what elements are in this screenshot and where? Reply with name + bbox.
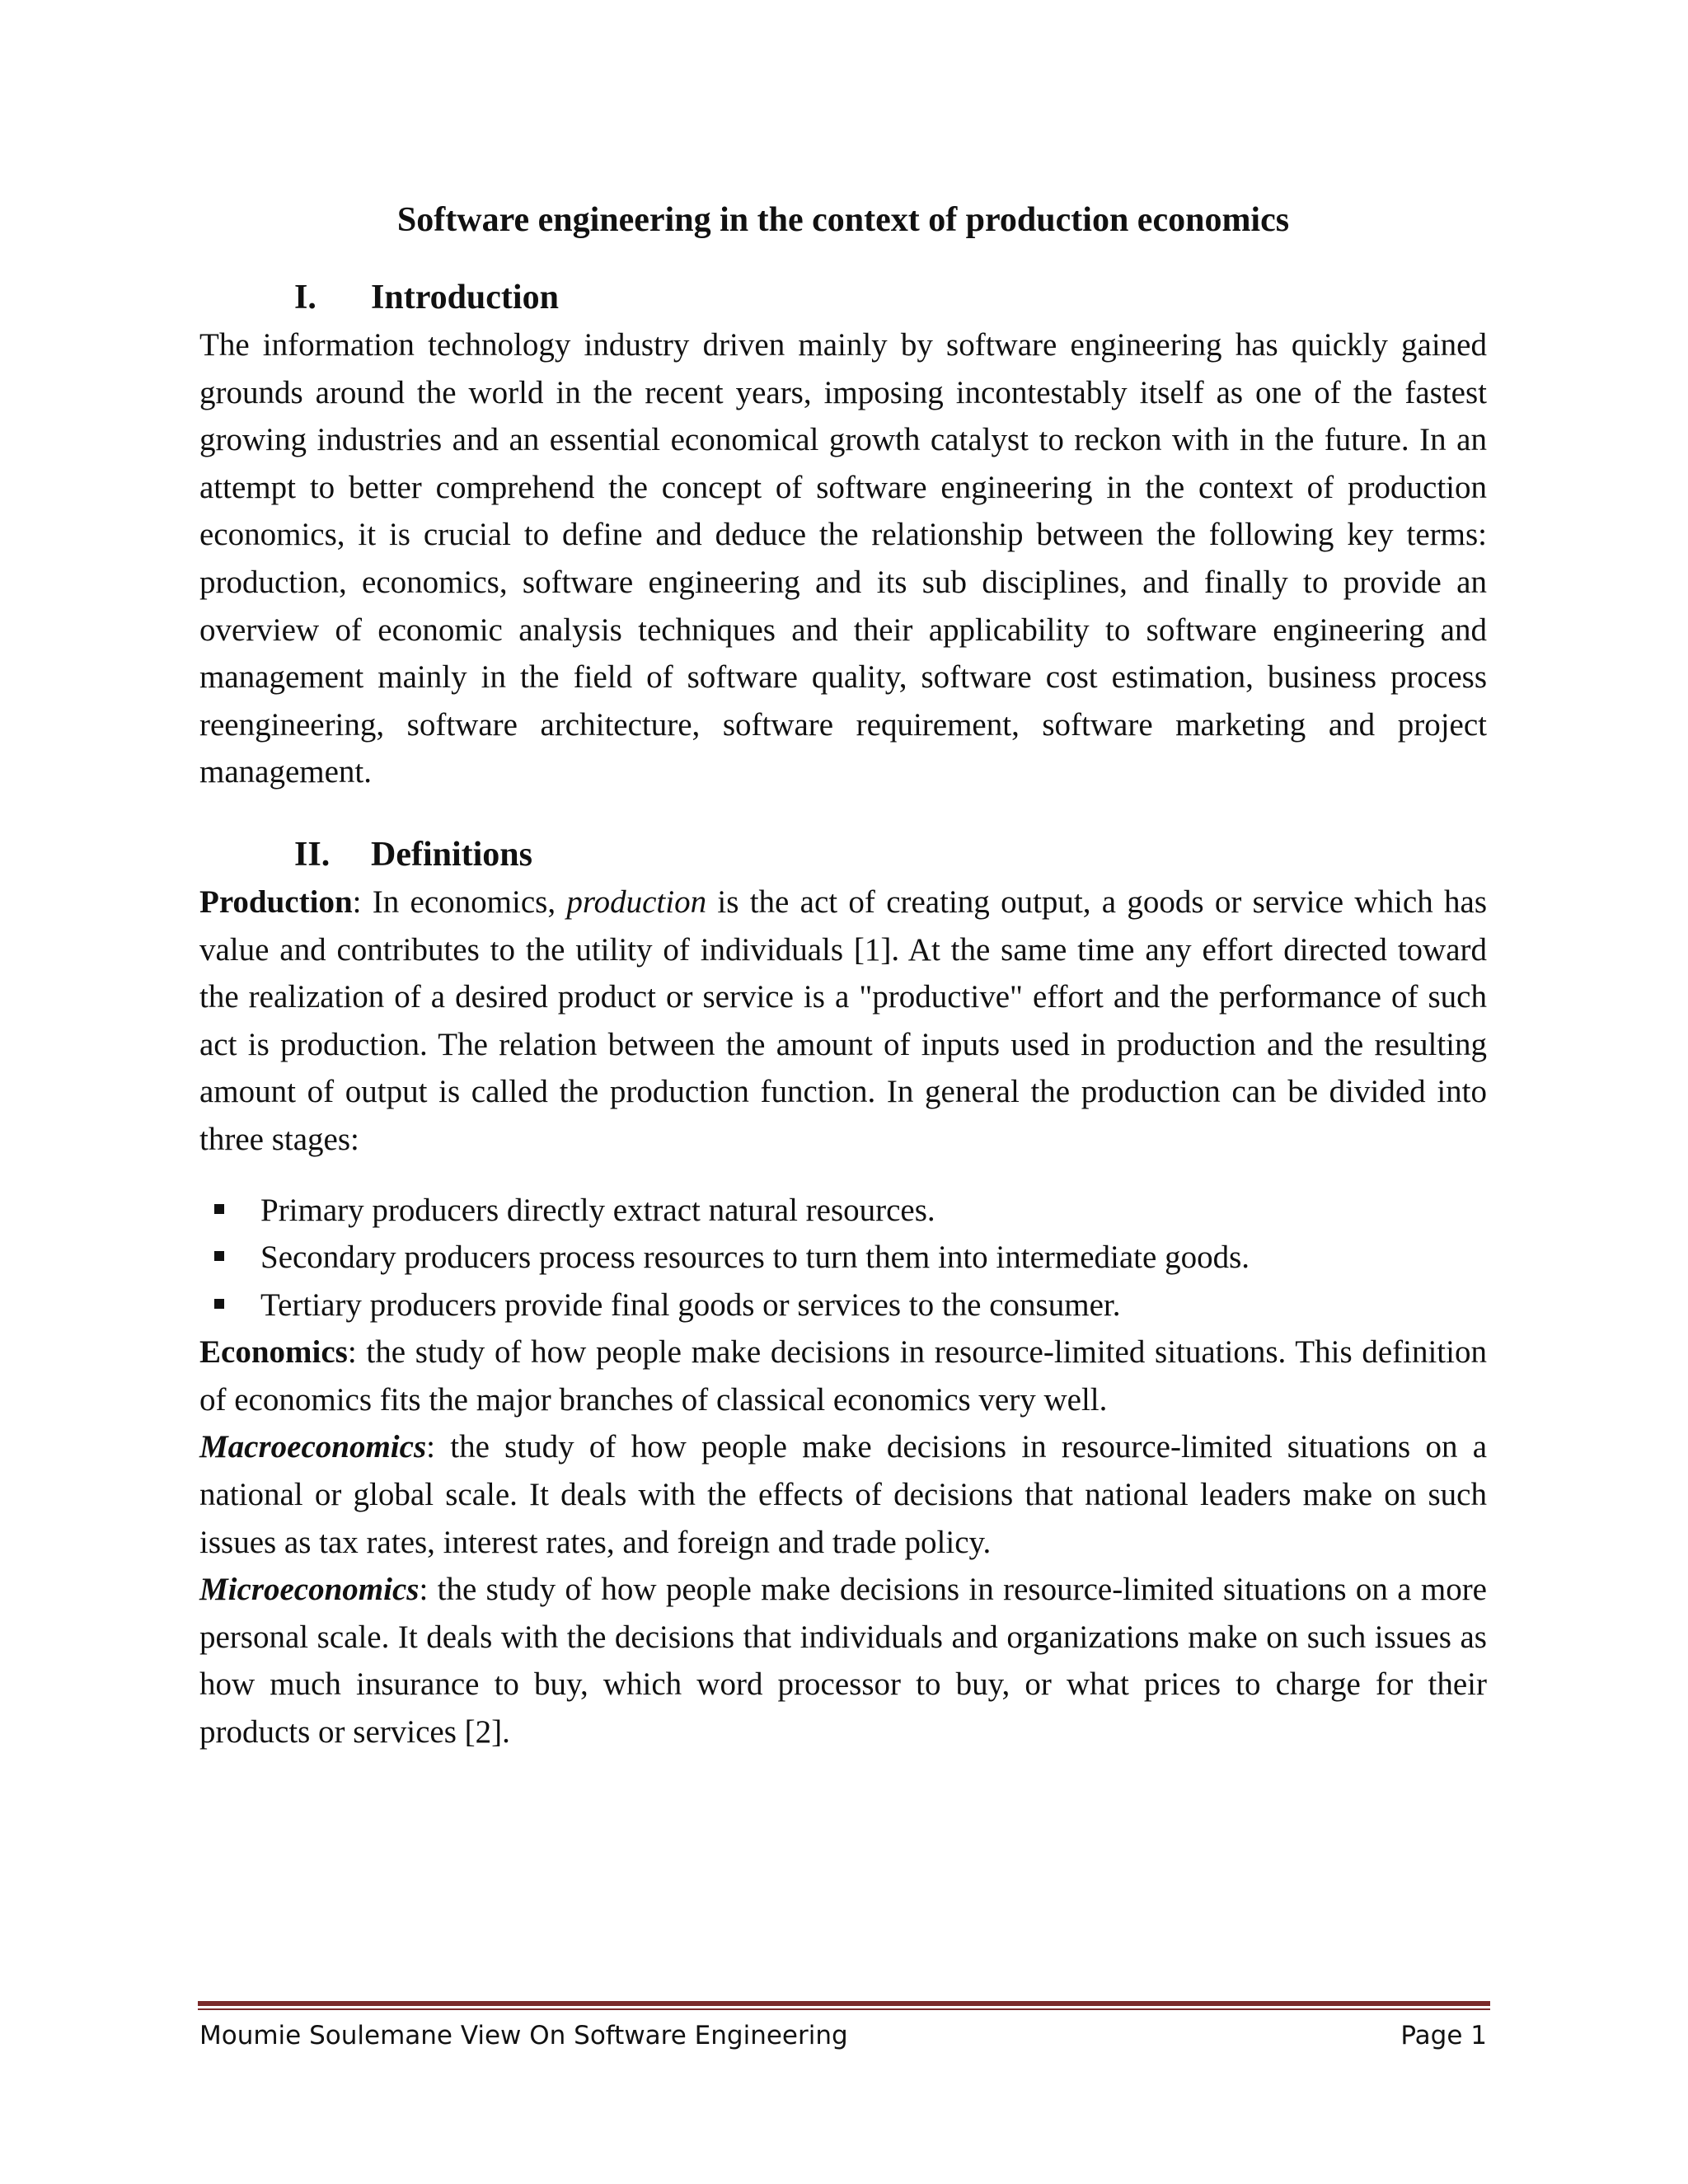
section-number: II. <box>294 835 331 874</box>
list-item <box>199 1187 1487 1235</box>
definition-separator: : In economics, <box>352 883 567 920</box>
list-item-text: Primary producers directly extract natural resources. <box>260 1192 935 1228</box>
square-bullet-icon <box>214 1204 224 1214</box>
section-title: Introduction <box>371 279 559 316</box>
definition-separator: : <box>419 1572 438 1608</box>
introduction-paragraph: The information technology industry driven mainly by software engineering has quickly gained grounds around the world in the recent years, imposing incontestably itself as one of the fastest growing industries and an essential economical growth catalyst to reckon with in the future. In an attempt to better comprehend the concept of software engineering in the context of production economics, it is crucial to define and deduce the relationship between the following key terms: production, economics, software engineering and its sub disciplines, and finally to provide an overview of economic analysis techniques and their applicability to software engineering and management mainly in the field of software quality, software cost estimation, business process reengineering, software architecture, software requirement, software marketing and project management. <box>199 327 1487 790</box>
definition-term: Economics <box>199 1334 348 1371</box>
definition-term: Production <box>199 883 353 920</box>
square-bullet-icon <box>214 1299 224 1309</box>
section-number: I. <box>294 279 316 316</box>
microeconomics-definition <box>199 1566 1487 1755</box>
definition-separator: : <box>347 1334 367 1371</box>
footer-author-title: Moumie Soulemane View On Software Engineering <box>199 2021 848 2050</box>
definition-text: the study of how people make decisions in resource-limited situations on a national or global scale. It deals with the effects of decisions that national leaders make on such issues as tax rates, interest rates, and foreign and trade policy. <box>199 1429 1488 1560</box>
page-footer <box>199 2018 1487 2054</box>
page-number: Page 1 <box>1400 2021 1487 2050</box>
section-heading-definitions <box>199 831 1487 879</box>
footer-divider-thin <box>198 2008 1490 2010</box>
macroeconomics-definition <box>199 1423 1487 1566</box>
list-item-text: Tertiary producers provide final goods or services to the consumer. <box>260 1286 1121 1323</box>
page-content <box>199 196 1487 1756</box>
list-item <box>199 1234 1487 1282</box>
definition-text: the study of how people make decisions in resource-limited situations on a more personal scale. It deals with the decisions that individuals and organizations make on such issues as how much insurance to buy, which word processor to buy, or what prices to charge for their products or services [2]. <box>199 1572 1487 1750</box>
definition-term: Microeconomics <box>199 1572 420 1608</box>
section-title: Definitions <box>371 835 533 874</box>
production-stages-list <box>199 1187 1487 1329</box>
document-title: Software engineering in the context of production economics <box>396 201 1290 239</box>
definition-term: Macroeconomics <box>199 1429 427 1465</box>
square-bullet-icon <box>214 1251 224 1261</box>
footer-divider <box>198 2001 1490 2010</box>
list-item-text: Secondary producers process resources to turn them into intermediate goods. <box>260 1240 1250 1276</box>
definition-emphasis: production <box>566 883 707 920</box>
footer-divider-thick <box>198 2001 1490 2006</box>
definition-separator: : <box>426 1429 451 1465</box>
definition-text: the study of how people make decisions in resource-limited situations. This definition of economics fits the major branches of classical economics very well. <box>199 1334 1487 1418</box>
production-definition <box>199 879 1487 1164</box>
section-heading-introduction <box>199 274 1487 321</box>
economics-definition <box>199 1329 1487 1423</box>
list-item <box>199 1282 1487 1329</box>
definition-text: is the act of creating output, a goods or service which has value and contributes to the utility of individuals [1]. At the same time any effort directed toward the realization of a desired product or service is a "productive" effort and the performance of such act is production. The relation between the amount of inputs used in production and the resulting amount of output is called the production function. In general the production can be divided into three stages: <box>199 883 1487 1157</box>
